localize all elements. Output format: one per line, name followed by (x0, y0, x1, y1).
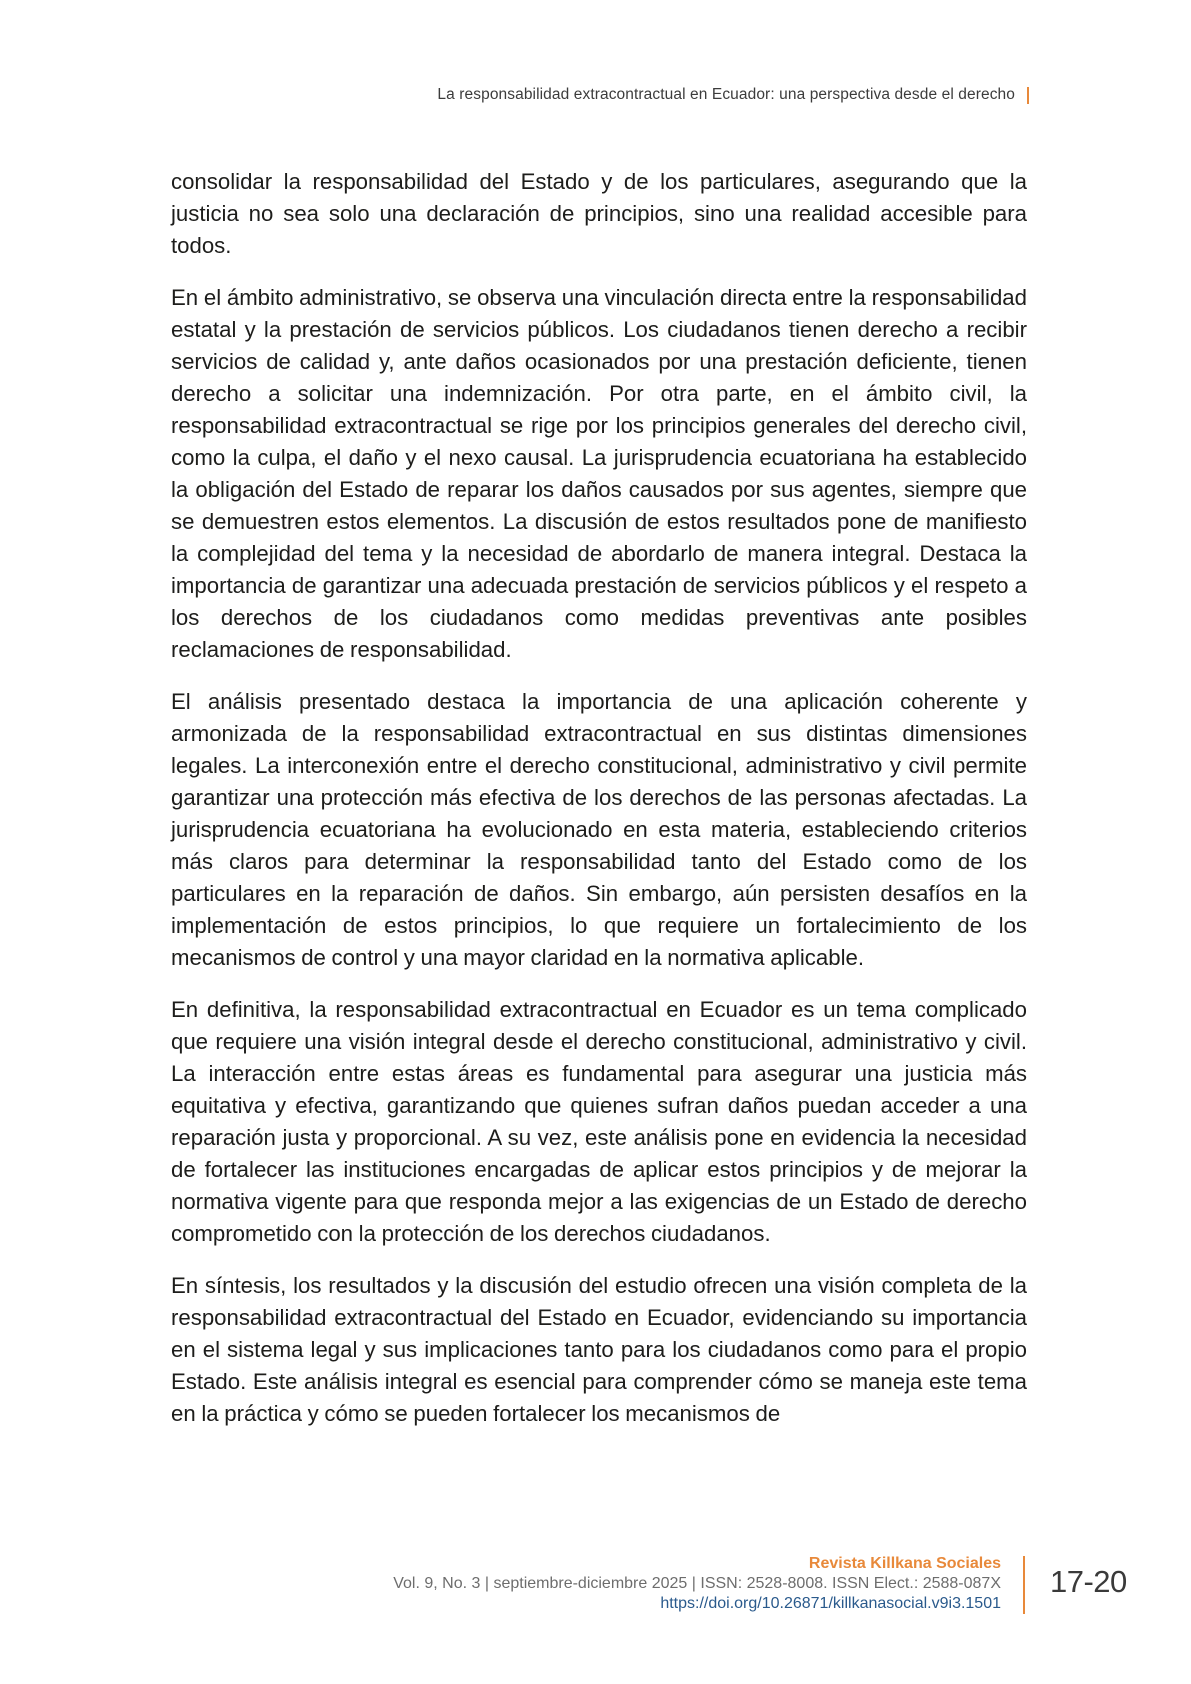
article-body (171, 166, 1027, 1450)
journal-name: Revista Killkana Sociales (808, 1555, 1001, 1572)
running-header (437, 86, 1029, 104)
paragraph-1: consolidar la responsabilidad del Estado y de los particulares, asegurando que la justicia no sea solo una declaración de principios, sino una realidad accesible para todos. (171, 169, 1027, 258)
footer-accent-bar (1023, 1556, 1025, 1614)
header-accent-bar (1027, 87, 1029, 104)
page-footer (0, 1554, 1191, 1624)
doi-link[interactable]: https://doi.org/10.26871/killkanasocial.v9i3.1501 (660, 1595, 1001, 1612)
paragraph-5: En síntesis, los resultados y la discusión del estudio ofrecen una visión completa de la responsabilidad extracontractual del Estado en Ecuador, evidenciando su importancia en el sistema legal y sus implicaciones tanto para los ciudadanos como para el propio Estado. Este análisis integral es esencial para comprender cómo se maneja este tema en la práctica y cómo se pueden fortalecer los mecanismos de (171, 1273, 1027, 1426)
page-number: 17-20 (1050, 1564, 1127, 1599)
footer-info (393, 1554, 1001, 1614)
paragraph-2: En el ámbito administrativo, se observa una vinculación directa entre la responsabilidad estatal y la prestación de servicios públicos. Los ciudadanos tienen derecho a recibir servicios de calidad y, ante daños ocasionados por una prestación deficiente, tienen derecho a solicitar una indemnización. Por otra parte, en el ámbito civil, la responsabilidad extracontractual se rige por los principios generales del derecho civil, como la culpa, el daño y el nexo causal. La jurisprudencia ecuatoriana ha establecido la obligación del Estado de reparar los daños causados por sus agentes, siempre que se demuestren estos elementos. La discusión de estos resultados pone de manifiesto la complejidad del tema y la necesidad de abordarlo de manera integral. Destaca la importancia de garantizar una adecuada prestación de servicios públicos y el respeto a los derechos de los ciudadanos como medidas preventivas ante posibles reclamaciones de responsabilidad. (171, 285, 1027, 662)
paragraph-3: El análisis presentado destaca la importancia de una aplicación coherente y armonizada de la responsabilidad extracontractual en sus distintas dimensiones legales. La interconexión entre el derecho constitucional, administrativo y civil permite garantizar una protección más efectiva de los derechos de las personas afectadas. La jurisprudencia ecuatoriana ha evolucionado en esta materia, estableciendo criterios más claros para determinar la responsabilidad tanto del Estado como de los particulares en la reparación de daños. Sin embargo, aún persisten desafíos en la implementación de estos principios, lo que requiere un fortalecimiento de los mecanismos de control y una mayor claridad en la normativa aplicable. (171, 689, 1027, 970)
paragraph-4: En definitiva, la responsabilidad extracontractual en Ecuador es un tema complicado que requiere una visión integral desde el derecho constitucional, administrativo y civil. La interacción entre estas áreas es fundamental para asegurar una justicia más equitativa y efectiva, garantizando que quienes sufran daños puedan acceder a una reparación justa y proporcional. A su vez, este análisis pone en evidencia la necesidad de fortalecer las instituciones encargadas de aplicar estos principios y de mejorar la normativa vigente para que responda mejor a las exigencias de un Estado de derecho comprometido con la protección de los derechos ciudadanos. (171, 997, 1027, 1246)
running-title: La responsabilidad extracontractual en Ecuador: una perspectiva desde el derecho (437, 86, 1015, 103)
volume-info: Vol. 9, No. 3 | septiembre-diciembre 2025 | ISSN: 2528-8008. ISSN Elect.: 2588-087X (393, 1575, 1001, 1592)
